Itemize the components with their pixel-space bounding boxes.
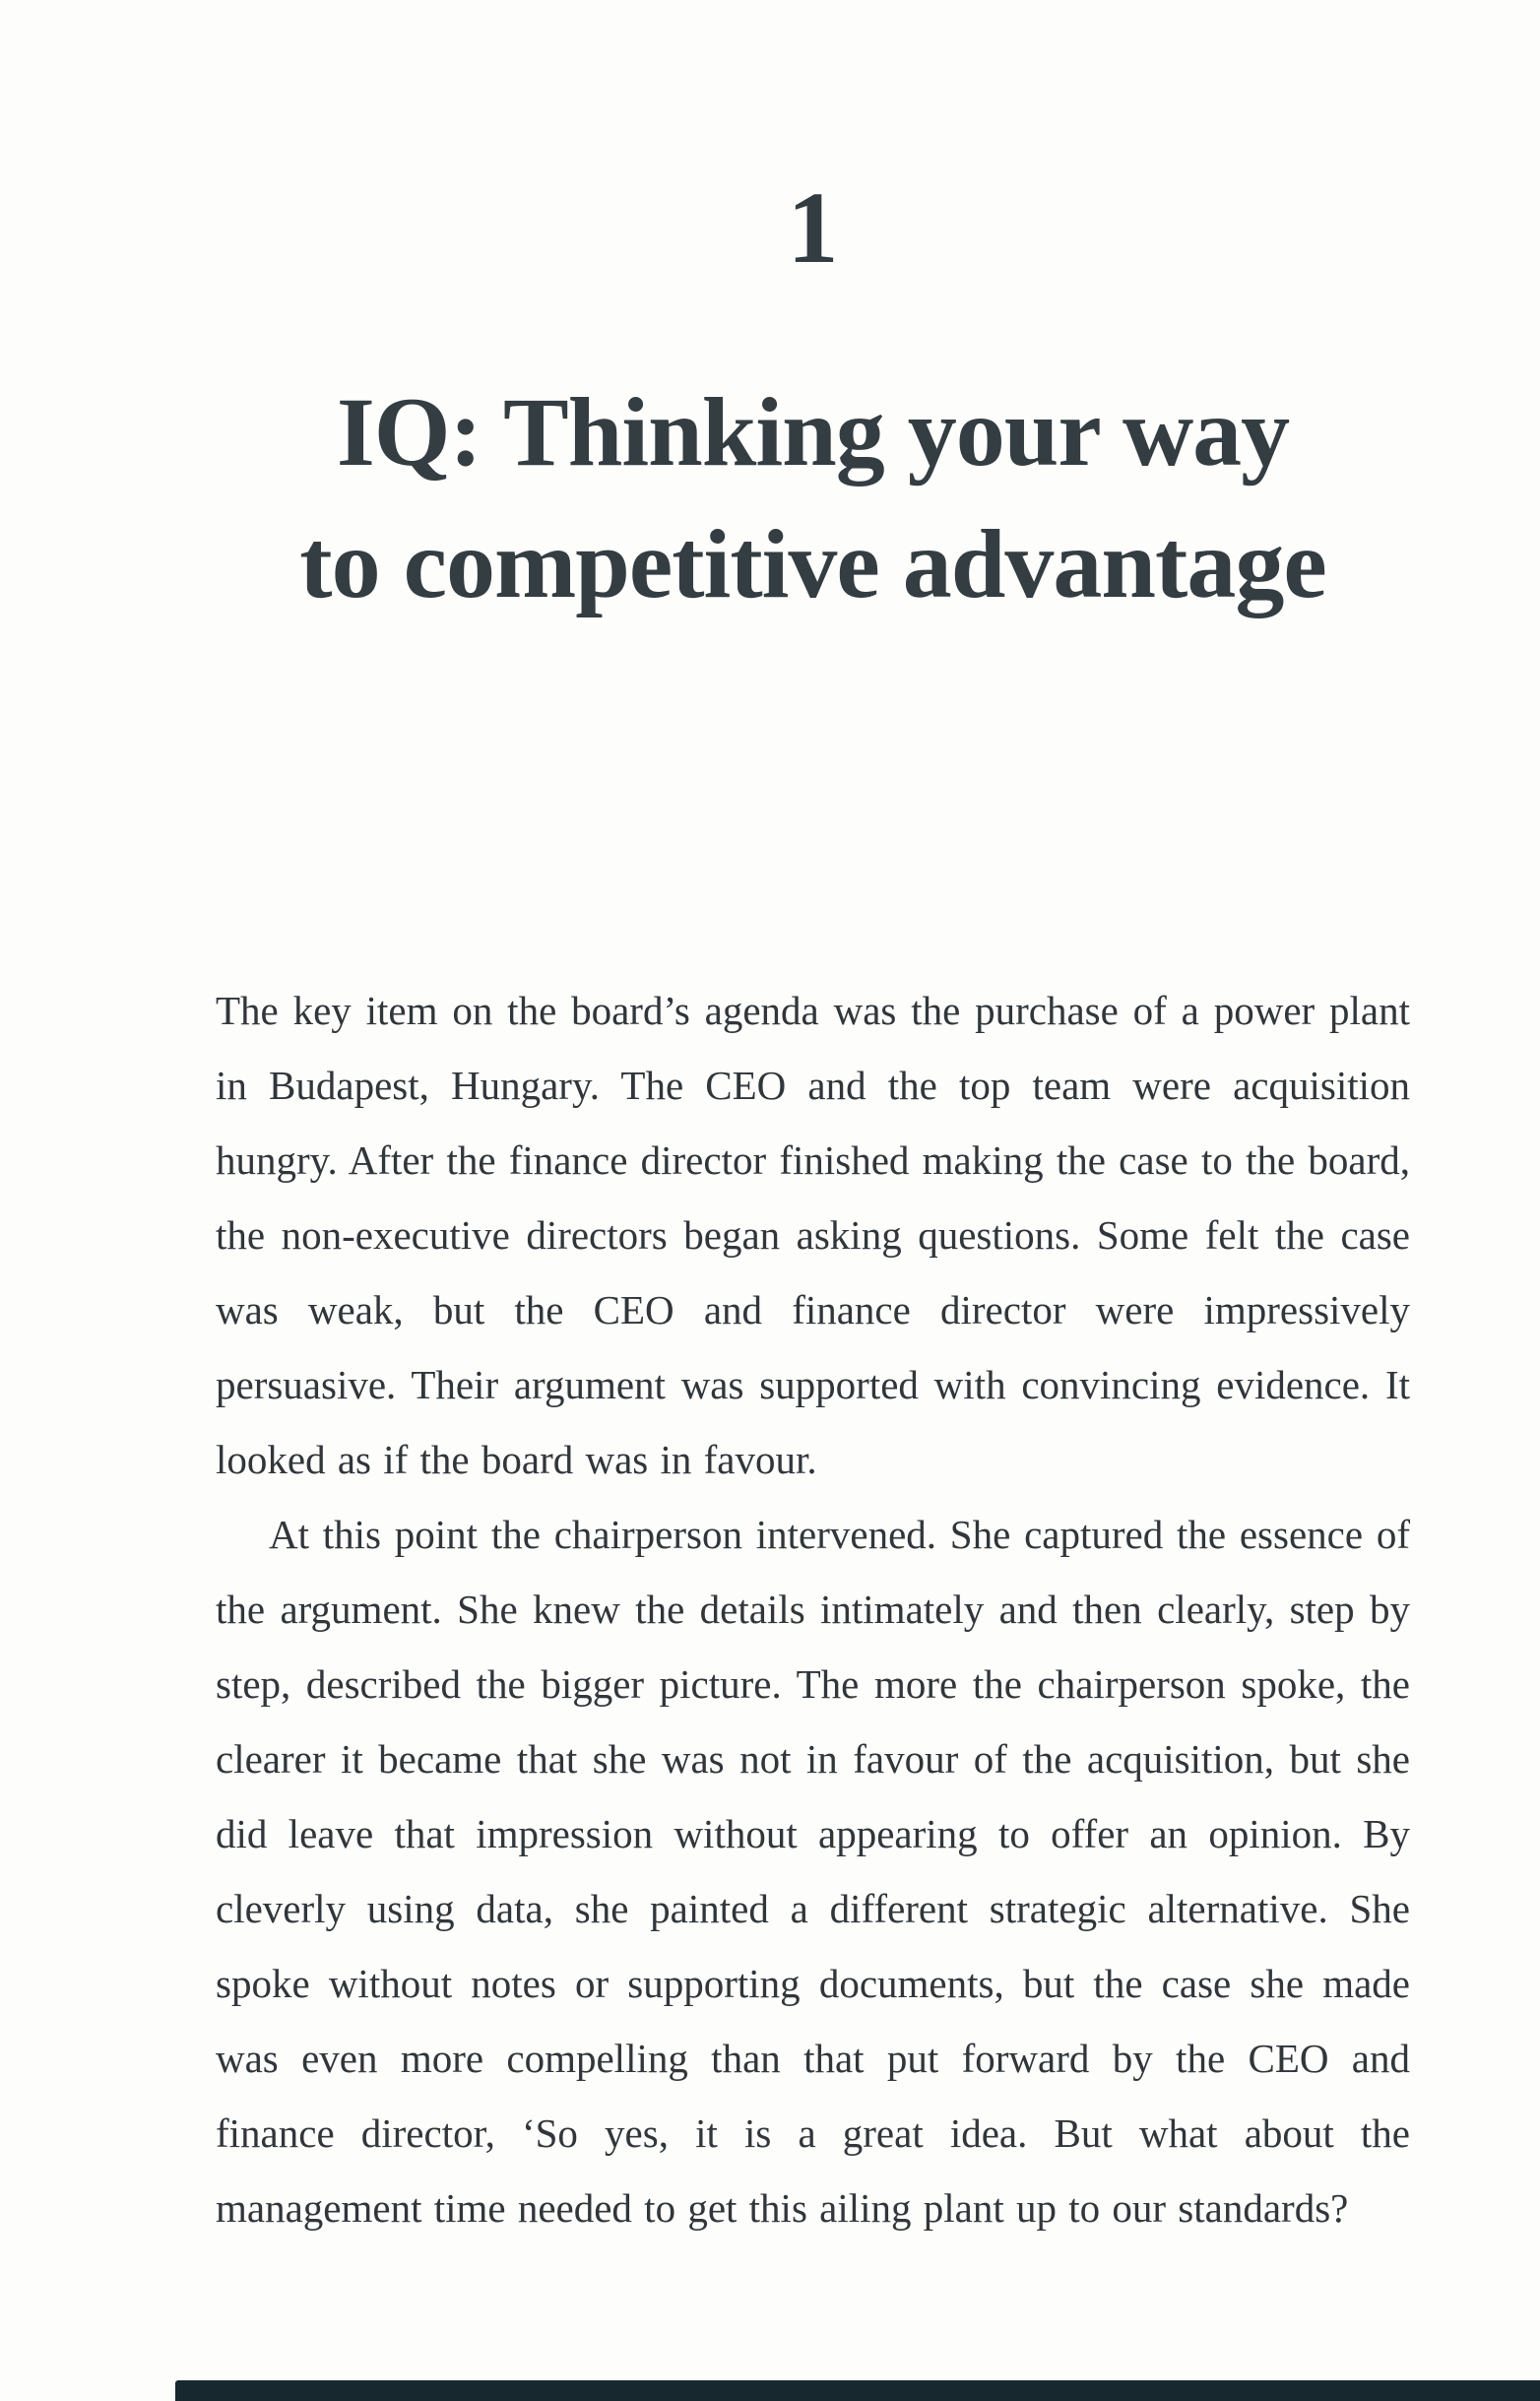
paragraph: At this point the chairperson intervened. She captured the essence of the argument. She knew the details intimately and then clearly, step by step, described the bigger picture. The more the chairperson spoke, the clearer it became that she was not in favour of the acquisition, but she did leave that impression without appearing to offer an opinion. By cleverly using data, she painted a different strategic alternative. She spoke without notes or supporting documents, but the case she made was even more compelling than that put forward by the CEO and finance director, ‘So yes, it is a great idea. But what about the management time needed to get this ailing plant up to our standards? — [216, 1512, 1410, 2231]
chapter-number: 1 — [787, 171, 839, 285]
page-bottom-scan-bar — [175, 2380, 1540, 2401]
chapter-title — [176, 366, 1449, 630]
chapter-title-line1: IQ: Thinking your way — [336, 377, 1290, 487]
text-block — [216, 0, 1410, 2401]
paragraph: The key item on the board’s agenda was the purchase of a power plant in Budapest, Hungary. The CEO and the top team were acquisition hungry. After the finance director finished making the case to the board, the non-executive directors began asking questions. Some felt the case was weak, but the CEO and finance director were impressively persuasive. Their argument was supported with convincing evidence. It looked as if the board was in favour. — [216, 988, 1410, 1482]
body-text — [216, 973, 1410, 2245]
chapter-title-line2: to competitive advantage — [299, 509, 1326, 618]
